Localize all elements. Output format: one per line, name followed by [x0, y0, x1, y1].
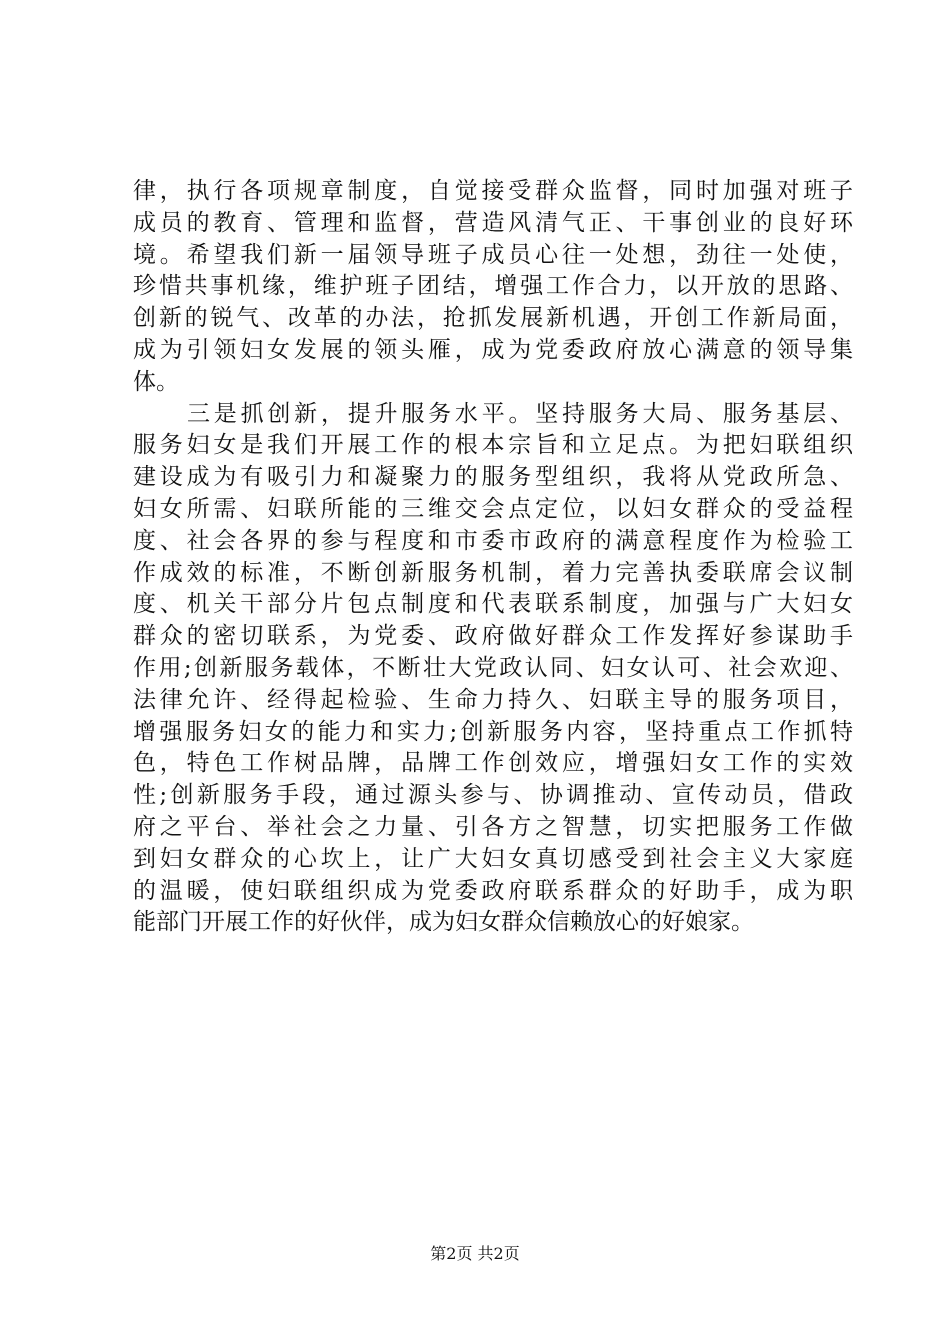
text-line: 珍惜共事机缘，维护班子团结，增强工作合力，以开放的思路、	[133, 273, 853, 300]
text-line: 度、机关干部分片包点制度和代表联系制度，加强与广大妇女	[133, 591, 853, 618]
text-line: 度、社会各界的参与程度和市委市政府的满意程度作为检验工	[133, 527, 853, 554]
text-line: 成为引领妇女发展的领头雁，成为党委政府放心满意的领导集	[133, 336, 853, 363]
text-line: 性;创新服务手段，通过源头参与、协调推动、宣传动员，借政	[133, 782, 853, 809]
text-line: 成员的教育、管理和监督，营造风清气正、干事创业的良好环	[133, 209, 853, 236]
text-line: 作用;创新服务载体，不断壮大党政认同、妇女认可、社会欢迎、	[133, 654, 853, 681]
paragraph-start-line: 三是抓创新，提升服务水平。坚持服务大局、服务基层、	[187, 400, 853, 427]
text-line: 作成效的标准，不断创新服务机制，着力完善执委联席会议制	[133, 559, 853, 586]
text-line: 境。希望我们新一届领导班子成员心往一处想，劲往一处使，	[133, 241, 853, 268]
text-line: 府之平台、举社会之力量、引各方之智慧，切实把服务工作做	[133, 813, 853, 840]
text-line: 增强服务妇女的能力和实力;创新服务内容，坚持重点工作抓特	[133, 718, 853, 745]
text-line: 建设成为有吸引力和凝聚力的服务型组织，我将从党政所急、	[133, 464, 853, 491]
text-line: 法律允许、经得起检验、生命力持久、妇联主导的服务项目，	[133, 686, 853, 713]
text-line: 律，执行各项规章制度，自觉接受群众监督，同时加强对班子	[133, 178, 853, 204]
text-line: 体。	[133, 368, 179, 395]
body-text	[133, 176, 853, 939]
text-line: 创新的锐气、改革的办法，抢抓发展新机遇，开创工作新局面，	[133, 305, 853, 332]
text-line: 能部门开展工作的好伙伴，成为妇女群众信赖放心的好娘家。	[133, 909, 754, 936]
text-line: 色，特色工作树品牌，品牌工作创效应，增强妇女工作的实效	[133, 750, 853, 777]
text-line: 群众的密切联系，为党委、政府做好群众工作发挥好参谋助手	[133, 623, 853, 650]
page-number-footer: 第2页 共2页	[430, 1244, 520, 1263]
text-line: 到妇女群众的心坎上，让广大妇女真切感受到社会主义大家庭	[133, 845, 853, 872]
text-line: 服务妇女是我们开展工作的根本宗旨和立足点。为把妇联组织	[133, 432, 853, 459]
text-line: 的温暖，使妇联组织成为党委政府联系群众的好助手，成为职	[133, 877, 853, 904]
text-line: 妇女所需、妇联所能的三维交会点定位，以妇女群众的受益程	[133, 495, 853, 522]
